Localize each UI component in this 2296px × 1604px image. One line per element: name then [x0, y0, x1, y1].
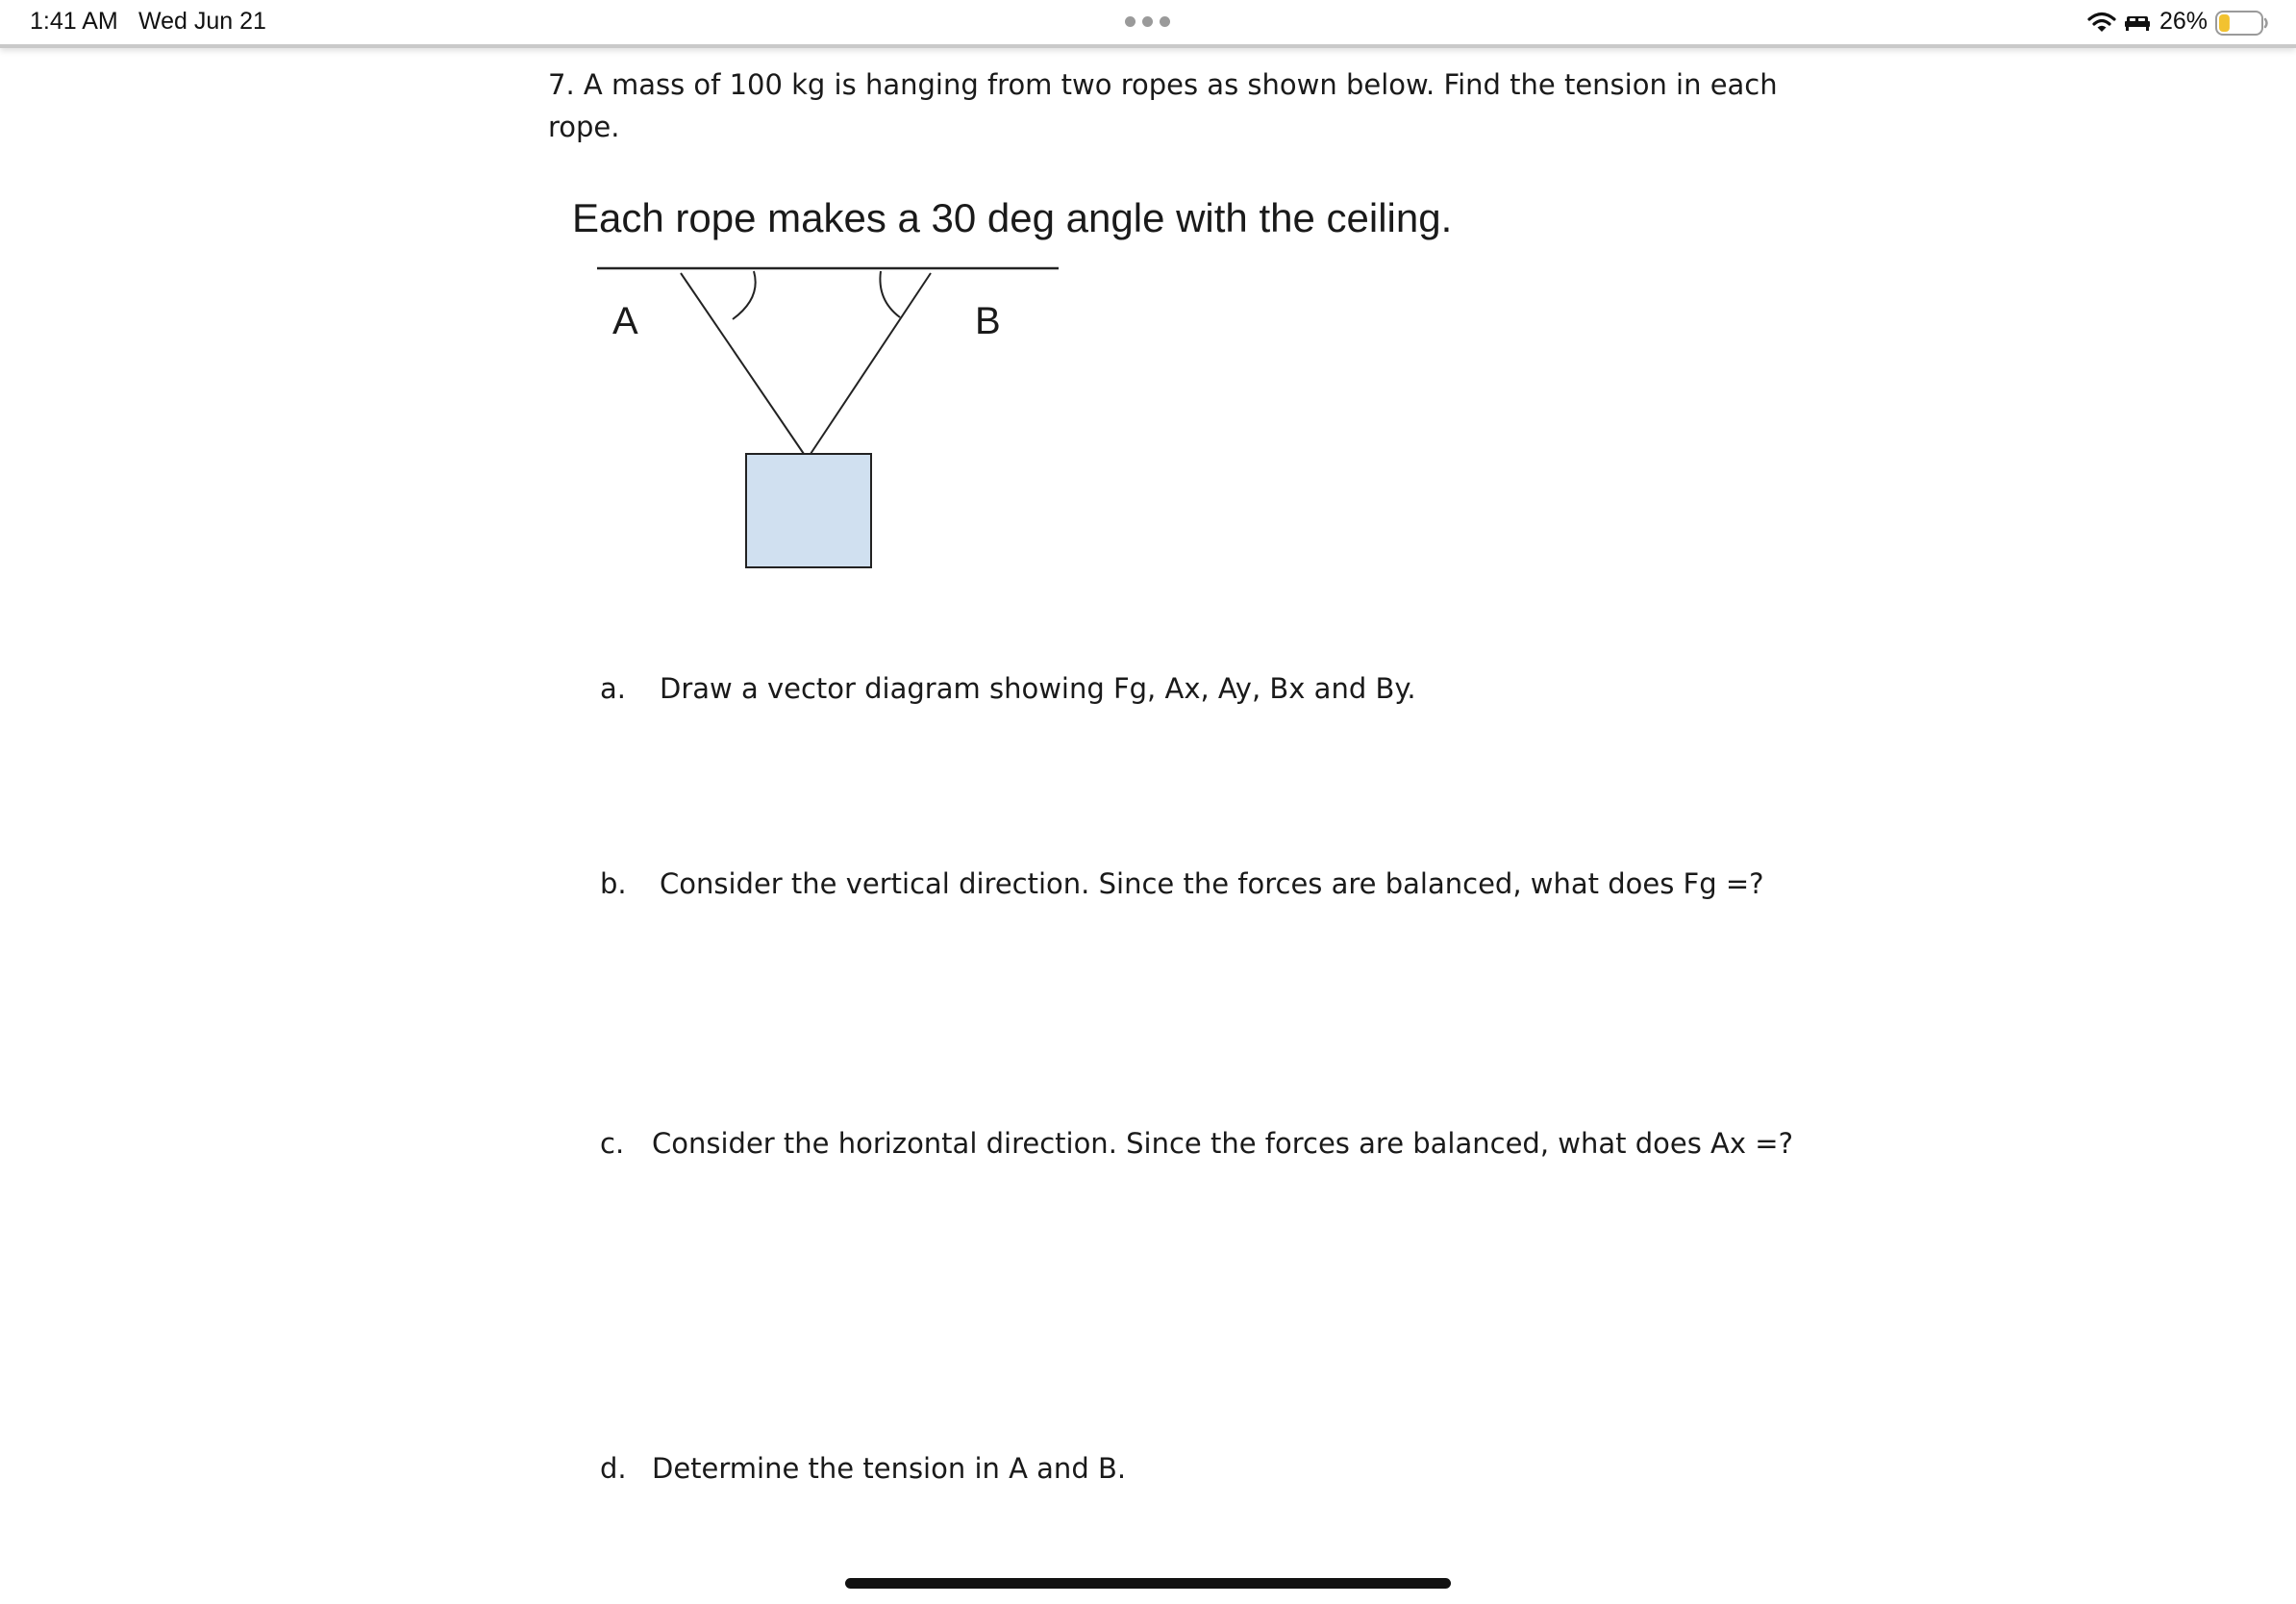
rope-label-b: B [975, 300, 1001, 342]
status-time: 1:41 AM [30, 8, 118, 35]
battery-percent: 26% [2159, 8, 2209, 35]
rope-b [811, 273, 931, 454]
part-b-text: Consider the vertical direction. Since the forces are balanced, what does Fg =? [660, 867, 1764, 900]
part-d-text: Determine the tension in A and B. [652, 1452, 1127, 1485]
wifi-icon [2087, 12, 2116, 33]
rope-a [681, 273, 804, 454]
question-text-continued: rope. [548, 111, 620, 143]
part-b-letter: b. [600, 867, 627, 900]
sleep-focus-icon [2125, 13, 2150, 32]
status-date: Wed Jun 21 [138, 8, 266, 35]
status-bar [0, 0, 2296, 48]
part-a-text: Draw a vector diagram showing Fg, Ax, Ay, Bx and By. [660, 672, 1416, 705]
battery-icon [2215, 11, 2269, 36]
question-text: 7. A mass of 100 kg is hanging from two ropes as shown below. Find the tension in each [548, 68, 1778, 101]
diagram-caption: Each rope makes a 30 deg angle with the ceiling. [572, 195, 1453, 240]
part-c-letter: c. [600, 1127, 625, 1160]
battery-fill [2219, 14, 2230, 32]
angle-mark-b [880, 271, 900, 317]
part-a-letter: a. [600, 672, 626, 705]
rope-diagram [577, 252, 1077, 579]
home-indicator[interactable] [845, 1578, 1451, 1589]
hanging-mass [746, 454, 871, 567]
multitask-dots-icon[interactable] [1125, 16, 1171, 28]
angle-mark-a [733, 271, 756, 319]
part-d-letter: d. [600, 1452, 627, 1485]
part-c-text: Consider the horizontal direction. Since the forces are balanced, what does Ax =? [652, 1127, 1793, 1160]
rope-label-a: A [612, 300, 638, 342]
